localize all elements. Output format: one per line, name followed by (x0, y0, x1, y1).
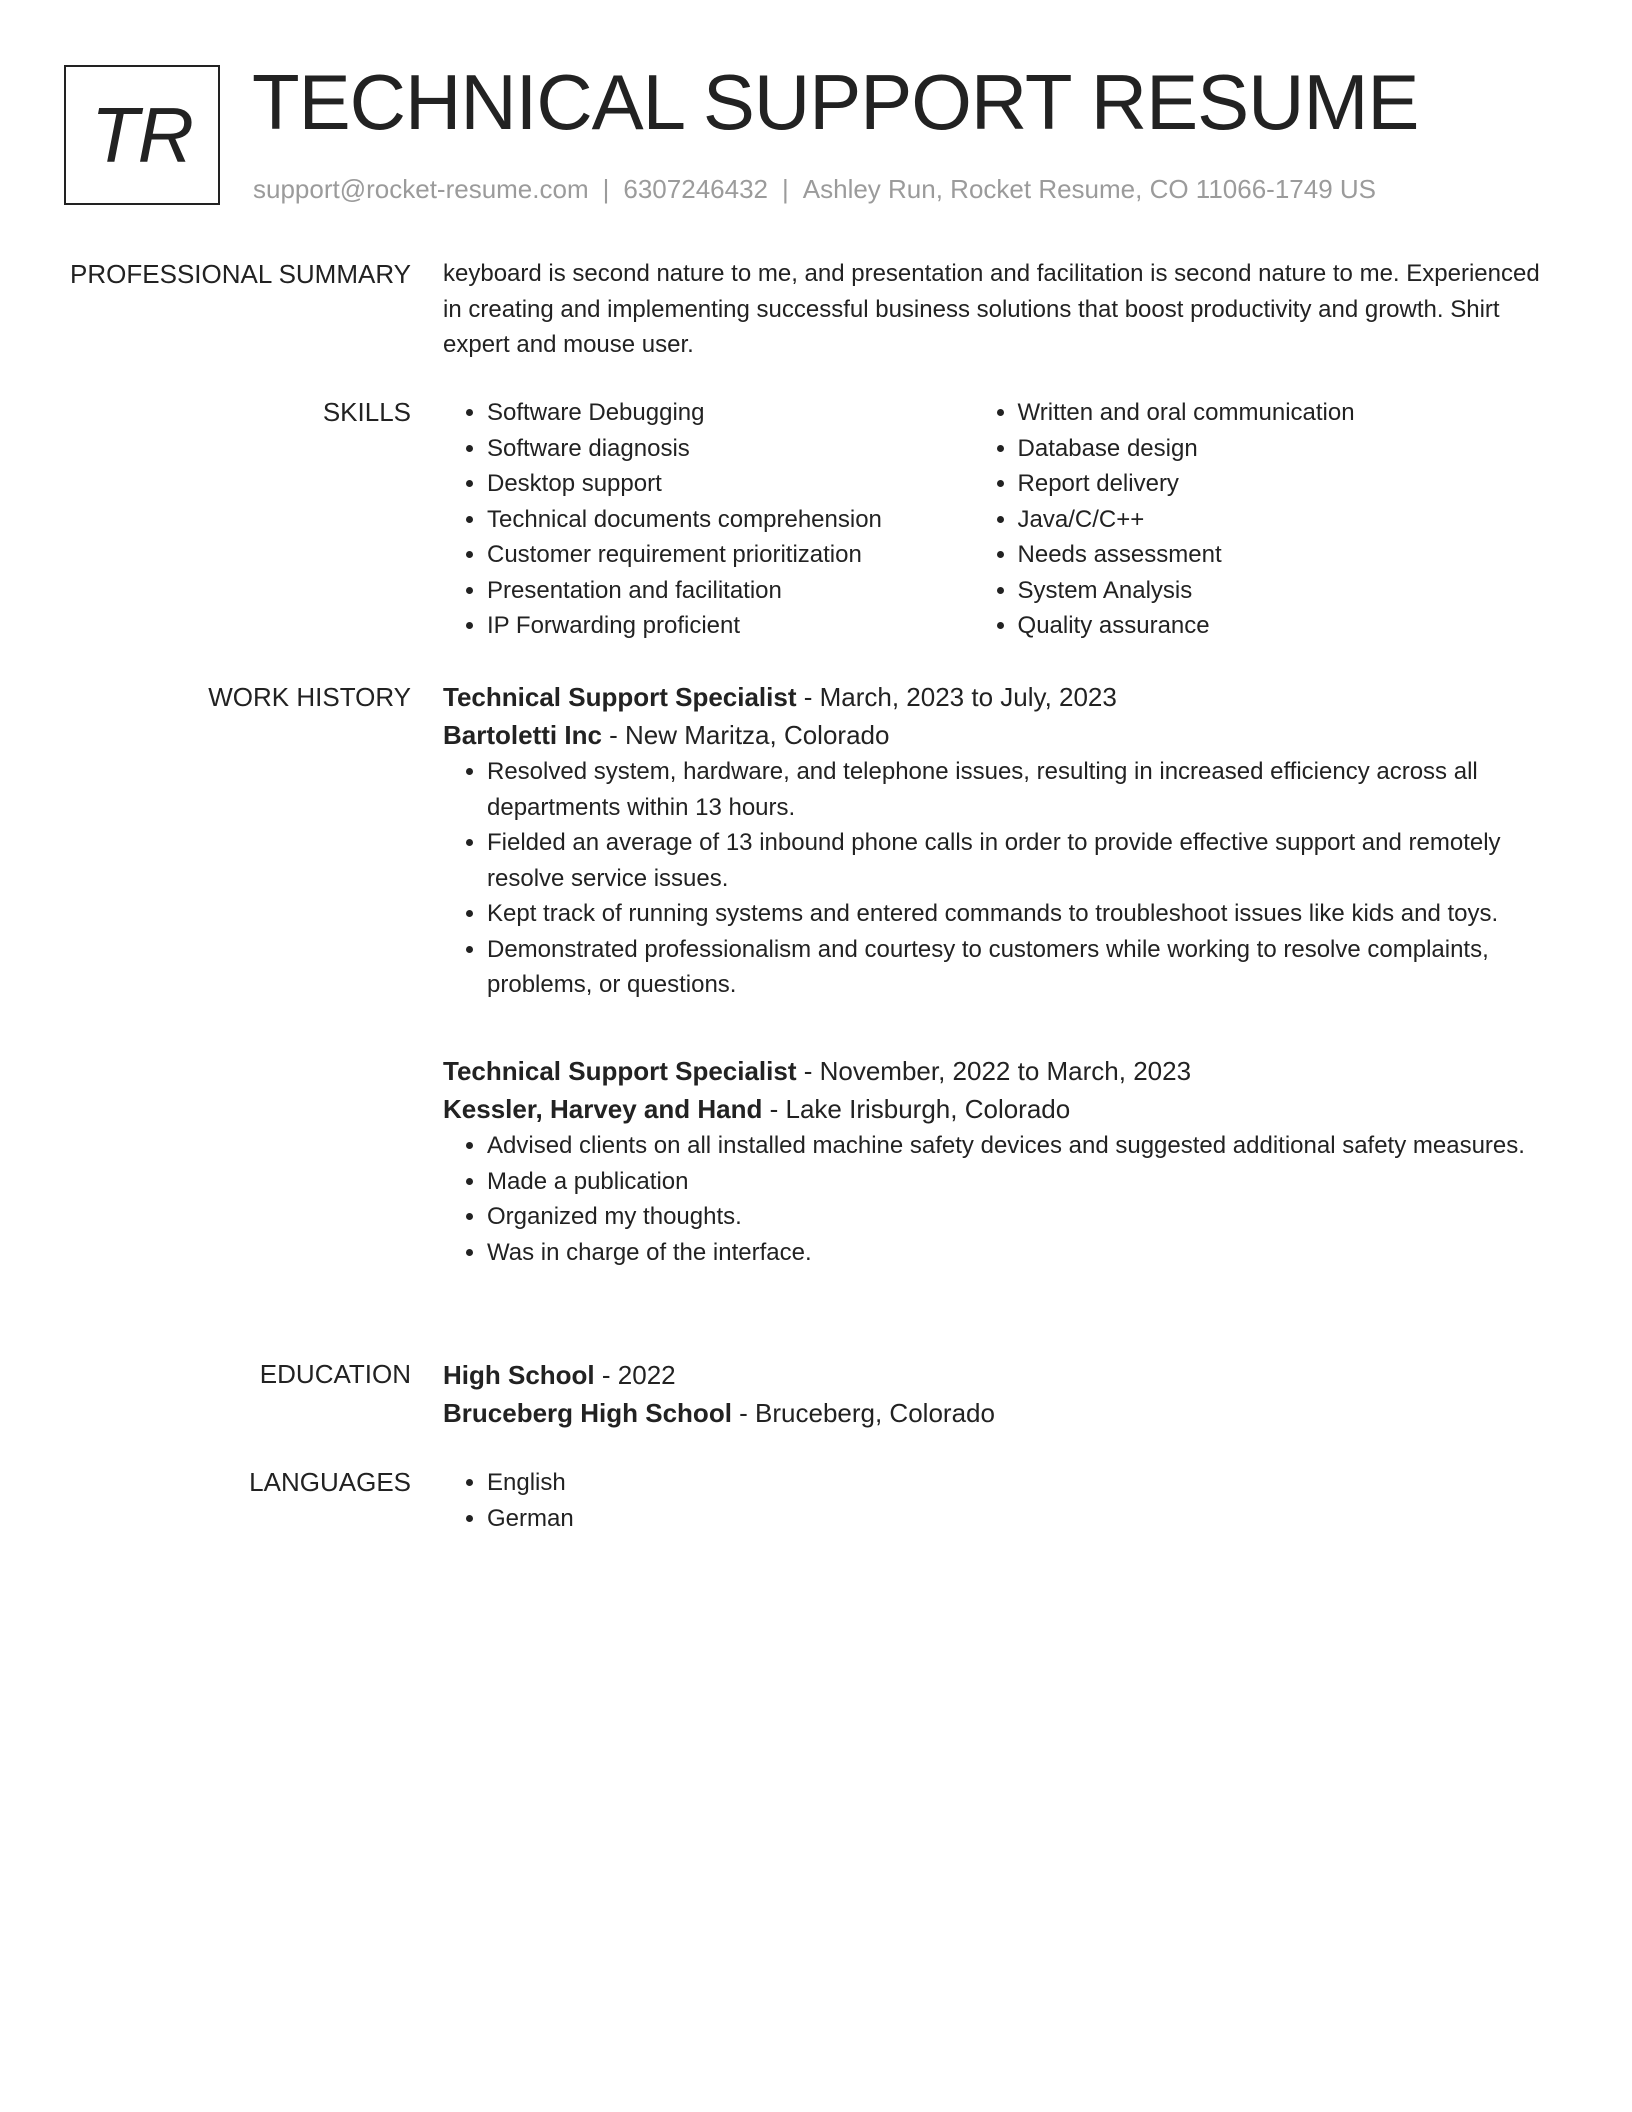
skills-list-right (974, 395, 1543, 644)
summary-label: PROFESSIONAL SUMMARY (70, 259, 411, 289)
education-degree: High School (443, 1360, 595, 1390)
job-duty: • Advised clients on all installed machine safety devices and suggested additional safety measures. (487, 1128, 1543, 1164)
job-duty: • Demonstrated professionalism and courtesy to customers while working to resolve complaints, problems, or questions. (487, 932, 1543, 1003)
education-location: - Bruceberg, Colorado (731, 1398, 995, 1428)
skill-item: • Presentation and facilitation (487, 573, 974, 609)
job-duties-list (443, 754, 1543, 1003)
job-company: Bartoletti Inc (443, 720, 602, 750)
job-title: Technical Support Specialist (443, 1056, 797, 1086)
language-item: • German (487, 1501, 1543, 1537)
job-duty: • Kept track of running systems and entered commands to troubleshoot issues like kids and toys. (487, 896, 1543, 932)
skill-item: • Quality assurance (1018, 608, 1543, 644)
job-duty: • Organized my thoughts. (487, 1199, 1543, 1235)
job-entry (443, 678, 1543, 1003)
job-duty: • Fielded an average of 13 inbound phone calls in order to provide effective support and remotely resolve service issues. (487, 825, 1543, 896)
education-school-line (443, 1394, 1543, 1432)
skill-item: • Report delivery (1018, 466, 1543, 502)
job-dates: - March, 2023 to July, 2023 (796, 682, 1117, 712)
job-duty: • Resolved system, hardware, and telephone issues, resulting in increased efficiency across all departments within 13 hours. (487, 754, 1543, 825)
education-year: - 2022 (594, 1360, 676, 1390)
skill-item: • Written and oral communication (1018, 395, 1543, 431)
job-company-line (443, 716, 1543, 754)
skill-item: • Database design (1018, 431, 1543, 467)
job-entry (443, 1052, 1543, 1270)
contact-phone: 6307246432 (623, 174, 768, 204)
contact-line (253, 172, 1376, 206)
language-item: • English (487, 1465, 1543, 1501)
skill-item: • Technical documents comprehension (487, 502, 974, 538)
monogram-badge (64, 65, 220, 205)
resume-title: TECHNICAL SUPPORT RESUME (252, 58, 1419, 146)
job-duties-list (443, 1128, 1543, 1270)
job-duty: • Was in charge of the interface. (487, 1235, 1543, 1271)
summary-section (443, 256, 1543, 363)
job-duty: • Made a publication (487, 1164, 1543, 1200)
education-school: Bruceberg High School (443, 1398, 732, 1428)
work-history-label: WORK HISTORY (208, 682, 411, 712)
skills-label: SKILLS (322, 397, 411, 427)
job-company-line (443, 1090, 1543, 1128)
skill-item: • Needs assessment (1018, 537, 1543, 573)
skill-item: • Customer requirement prioritization (487, 537, 974, 573)
education-entry (443, 1356, 1543, 1432)
skill-item: • IP Forwarding proficient (487, 608, 974, 644)
skills-list-left (443, 395, 974, 644)
languages-list (443, 1465, 1543, 1536)
languages-section (443, 1465, 1543, 1536)
contact-email: support@rocket-resume.com (253, 174, 589, 204)
languages-label: LANGUAGES (249, 1467, 411, 1497)
contact-separator: | (602, 174, 610, 204)
skill-item: • System Analysis (1018, 573, 1543, 609)
job-dates: - November, 2022 to March, 2023 (796, 1056, 1192, 1086)
skill-item: • Desktop support (487, 466, 974, 502)
contact-separator: | (782, 174, 789, 204)
education-label: EDUCATION (259, 1359, 411, 1389)
skill-item: • Software diagnosis (487, 431, 974, 467)
skill-item: • Java/C/C++ (1018, 502, 1543, 538)
monogram-text: TR (91, 90, 193, 179)
job-title-line (443, 1052, 1543, 1090)
education-degree-line (443, 1356, 1543, 1394)
skills-section (443, 395, 1543, 644)
summary-text: keyboard is second nature to me, and presentation and facilitation is second nature to me. Experienced in creating and implementing successful business solutions that boost productivity and growth. Shirt expert and mouse user. (443, 260, 1540, 358)
job-company: Kessler, Harvey and Hand (443, 1094, 763, 1124)
job-location: - New Maritza, Colorado (601, 720, 890, 750)
job-title: Technical Support Specialist (443, 682, 797, 712)
job-location: - Lake Irisburgh, Colorado (762, 1094, 1071, 1124)
job-title-line (443, 678, 1543, 716)
skill-item: • Software Debugging (487, 395, 974, 431)
contact-address: Ashley Run, Rocket Resume, CO 11066-1749 US (802, 174, 1377, 204)
